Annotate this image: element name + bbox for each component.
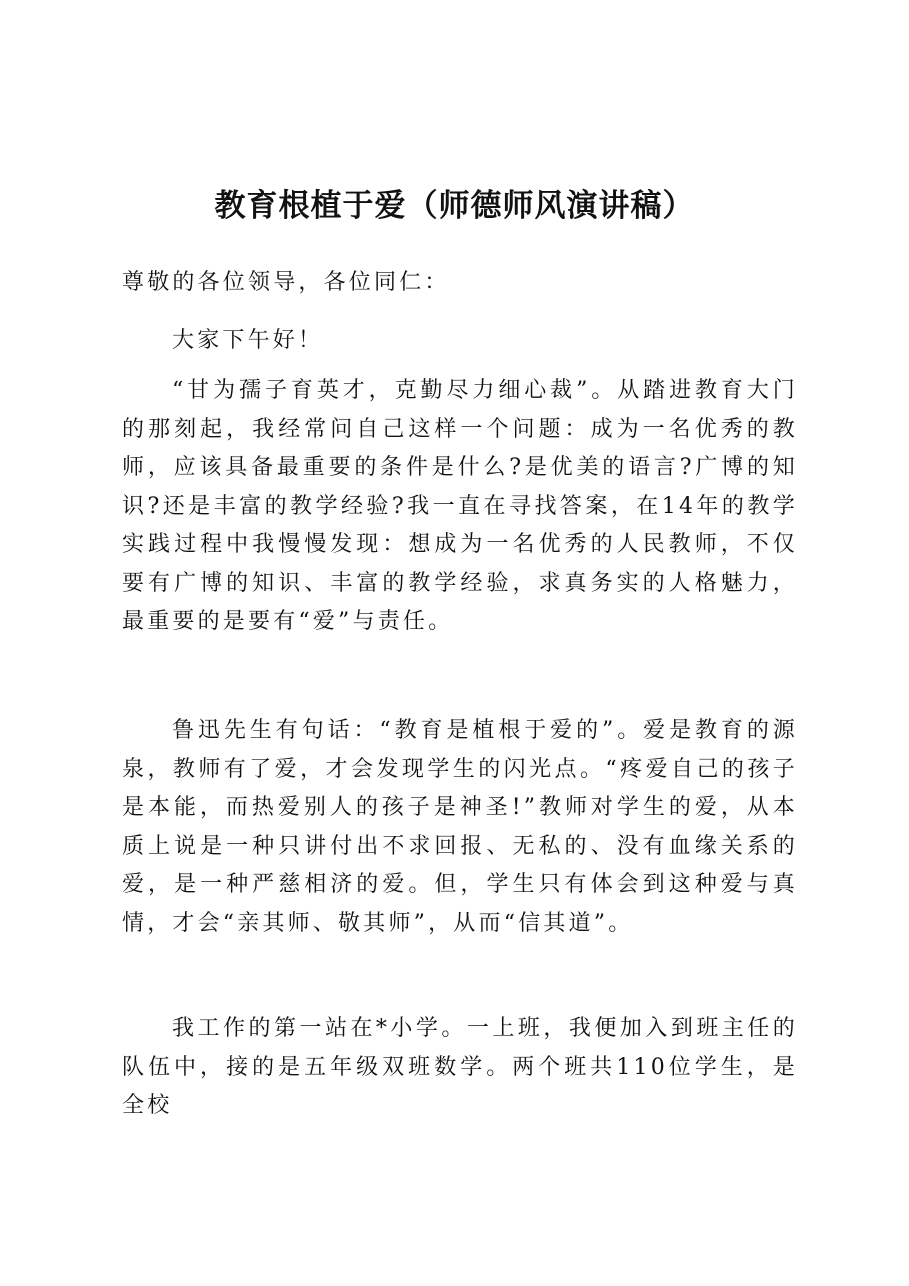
- document-title: 教育根植于爱（师德师风演讲稿）: [214, 188, 695, 224]
- paragraph-2: “甘为孺子育英才，克勤尽力细心裁”。从踏进教育大门的那刻起，我经常问自己这样一个问题：成为一名优秀的教师，应该具备最重要的条件是什么?是优美的语言?广博的知识?还是丰富的教学经验?我一直在寻找答案，在14年的教学实践过程中我慢慢发现：想成为一名优秀的人民教师，不仅要有广博的知识、丰富的教学经验，求真务实的人格魅力，最重要的是要有“爱”与责任。: [122, 378, 798, 634]
- paragraph-4: 我工作的第一站在*小学。一上班，我便加入到班主任的队伍中，接的是五年级双班数学。两个班共110位学生，是全校: [122, 1016, 798, 1118]
- paragraph-1: 大家下午好！: [172, 328, 324, 353]
- greeting-line: 尊敬的各位领导，各位同仁：: [122, 270, 450, 295]
- paragraph-3: 鲁迅先生有句话：“教育是植根于爱的”。爱是教育的源泉，教师有了爱，才会发现学生的闪光点。“疼爱自己的孩子是本能，而热爱别人的孩子是神圣!”教师对学生的爱，从本质上说是一种只讲付出不求回报、无私的、没有血缘关系的爱，是一种严慈相济的爱。但，学生只有体会到这种爱与真情，才会“亲其师、敬其师”，从而“信其道”。: [122, 718, 798, 936]
